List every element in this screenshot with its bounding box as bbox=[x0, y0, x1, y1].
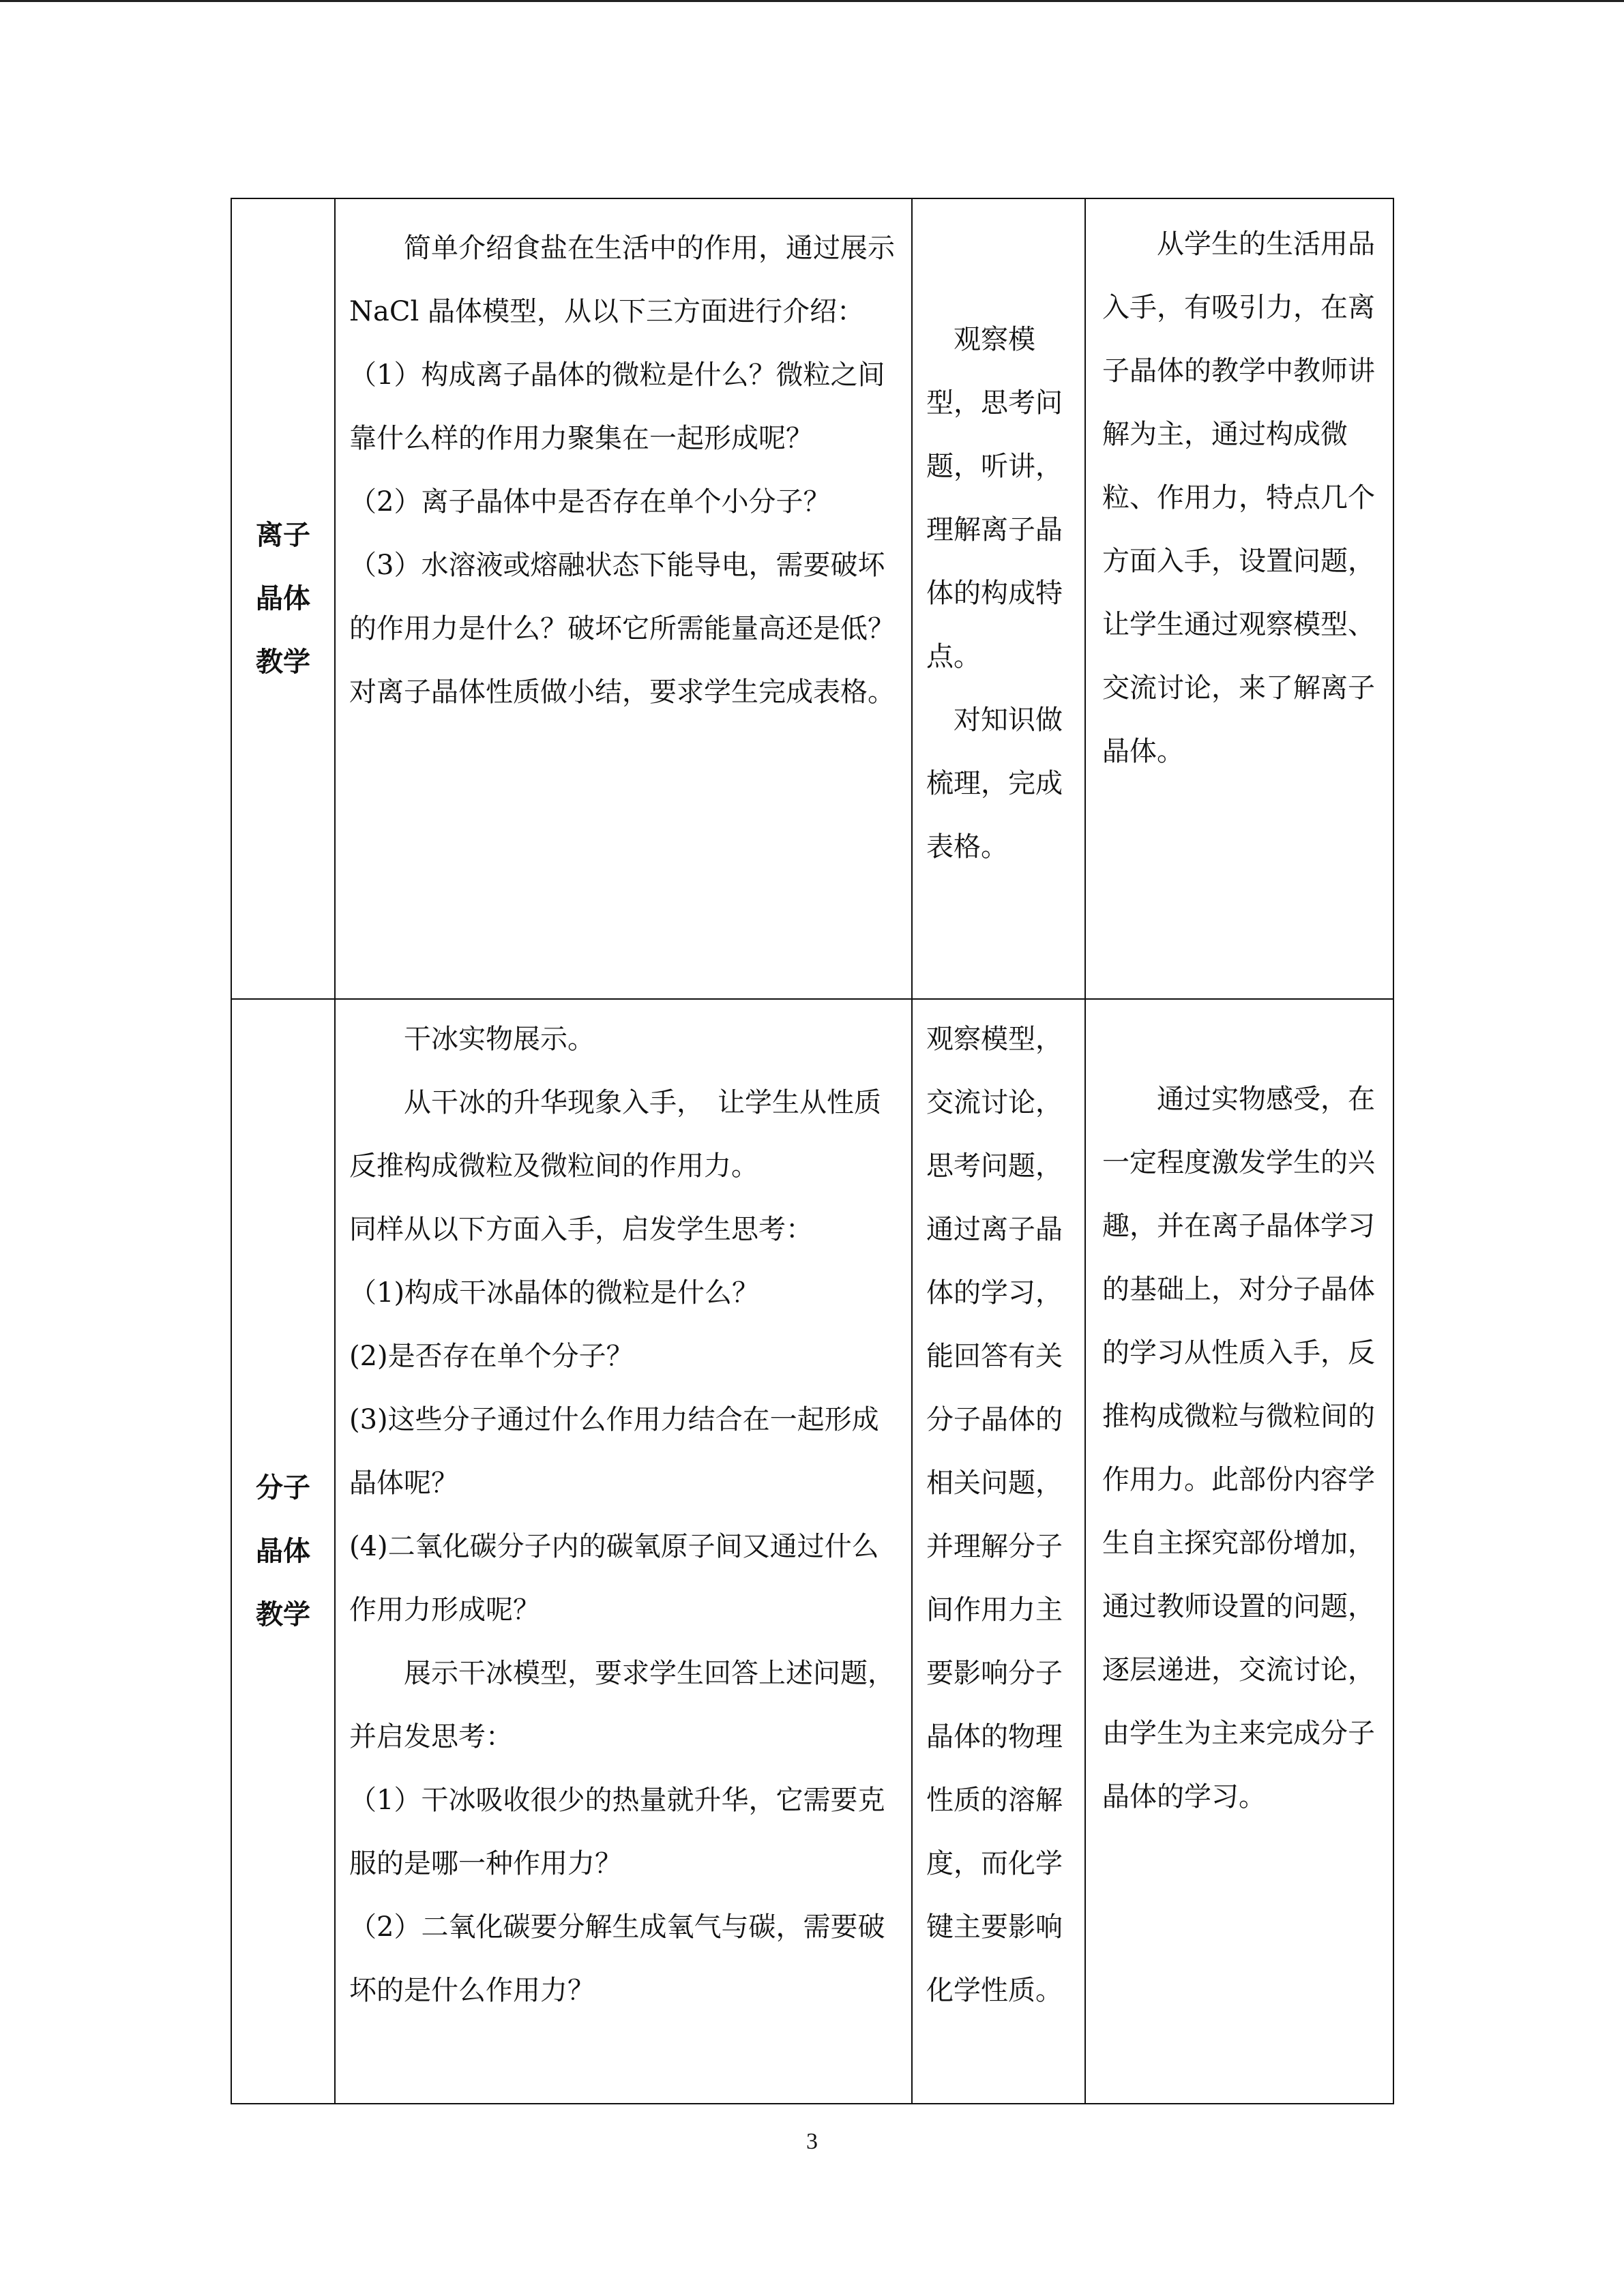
paragraph: （2）离子晶体中是否存在单个小分子？ bbox=[349, 486, 831, 518]
paragraph: 简单介绍食盐在生活中的作用，通过展示 NaCl 晶体模型，从以下三方面进行介绍： bbox=[349, 233, 895, 327]
teaching-content-cell bbox=[335, 999, 912, 2104]
paragraph: （1）构成离子晶体的微粒是什么？微粒之间靠什么样的作用力聚集在一起形成呢？ bbox=[349, 359, 885, 454]
row-label-molecular-crystal bbox=[231, 999, 335, 2104]
label-line: 教学 bbox=[256, 1598, 310, 1630]
table-row-molecular-crystal bbox=[231, 999, 1393, 2104]
student-activity-cell bbox=[912, 198, 1085, 999]
paragraph: 通过实物感受，在一定程度激发学生的兴趣，并在离子晶体学习的基础上，对分子晶体的学习从性质入手，反推构成微粒与微粒间的作用力。此部份内容学生自主探究部份增加，通过教师设置的问题，逐层递进，交流讨论，由学生为主来完成分子晶体的学习。 bbox=[1102, 1084, 1375, 1813]
label-line: 教学 bbox=[256, 646, 310, 678]
label-line: 离子 bbox=[256, 519, 310, 551]
teaching-content-cell bbox=[335, 198, 922, 999]
paragraph: 从干冰的升华现象入手， 让学生从性质反推构成微粒及微粒间的作用力。 bbox=[349, 1087, 881, 1182]
paragraph: (4)二氧化碳分子内的碳氧原子间又通过什么作用力形成呢？ bbox=[349, 1531, 879, 1626]
page-number: 3 bbox=[806, 2129, 818, 2154]
design-intent-cell bbox=[1085, 999, 1393, 2104]
paragraph: （1）干冰吸收很少的热量就升华，它需要克服的是哪一种作用力？ bbox=[349, 1785, 885, 1879]
page-top-border bbox=[0, 0, 1624, 2]
student-activity-cell bbox=[912, 999, 1085, 2104]
paragraph: (3)这些分子通过什么作用力结合在一起形成晶体呢？ bbox=[349, 1404, 879, 1499]
paragraph: 干冰实物展示。 bbox=[349, 1024, 595, 1055]
row-label-ionic-crystal bbox=[231, 198, 335, 999]
table-row-ionic-crystal bbox=[231, 198, 1393, 999]
label-line: 晶体 bbox=[256, 582, 310, 614]
paragraph: 从学生的生活用品入手，有吸引力，在离子晶体的教学中教师讲解为主，通过构成微粒、作用力，特点几个方面入手，设置问题，让学生通过观察模型、交流讨论，来了解离子晶体。 bbox=[1102, 228, 1375, 767]
paragraph: 对知识做梳理，完成表格。 bbox=[926, 704, 1063, 863]
paragraph: 展示干冰模型，要求学生回答上述问题，并启发思考： bbox=[349, 1658, 895, 1753]
paragraph: 观察模型，思考问题，听讲，理解离子晶体的构成特点。 bbox=[926, 324, 1063, 672]
paragraph: 同样从以下方面入手，启发学生思考： bbox=[349, 1214, 813, 1245]
lesson-plan-table bbox=[231, 198, 1394, 2104]
paragraph: （3）水溶液或熔融状态下能导电，需要破坏的作用力是什么？破坏它所需能量高还是低？ 对离子晶体性质做小结，要求学生完成表格。 bbox=[349, 550, 922, 708]
paragraph: （2）二氧化碳要分解生成氧气与碳，需要破坏的是什么作用力？ bbox=[349, 1911, 885, 2006]
label-line: 分子 bbox=[256, 1472, 310, 1504]
design-intent-cell bbox=[1085, 198, 1393, 999]
paragraph: 观察模型，交流讨论，思考问题，通过离子晶体的学习，能回答有关分子晶体的相关问题，并理解分子间作用力主要影响分子晶体的物理性质的溶解度，而化学键主要影响化学性质。 bbox=[926, 1024, 1063, 2006]
label-line: 晶体 bbox=[256, 1535, 310, 1567]
paragraph: (2)是否存在单个分子？ bbox=[349, 1341, 634, 1372]
paragraph: （1)构成干冰晶体的微粒是什么？ bbox=[349, 1277, 760, 1309]
